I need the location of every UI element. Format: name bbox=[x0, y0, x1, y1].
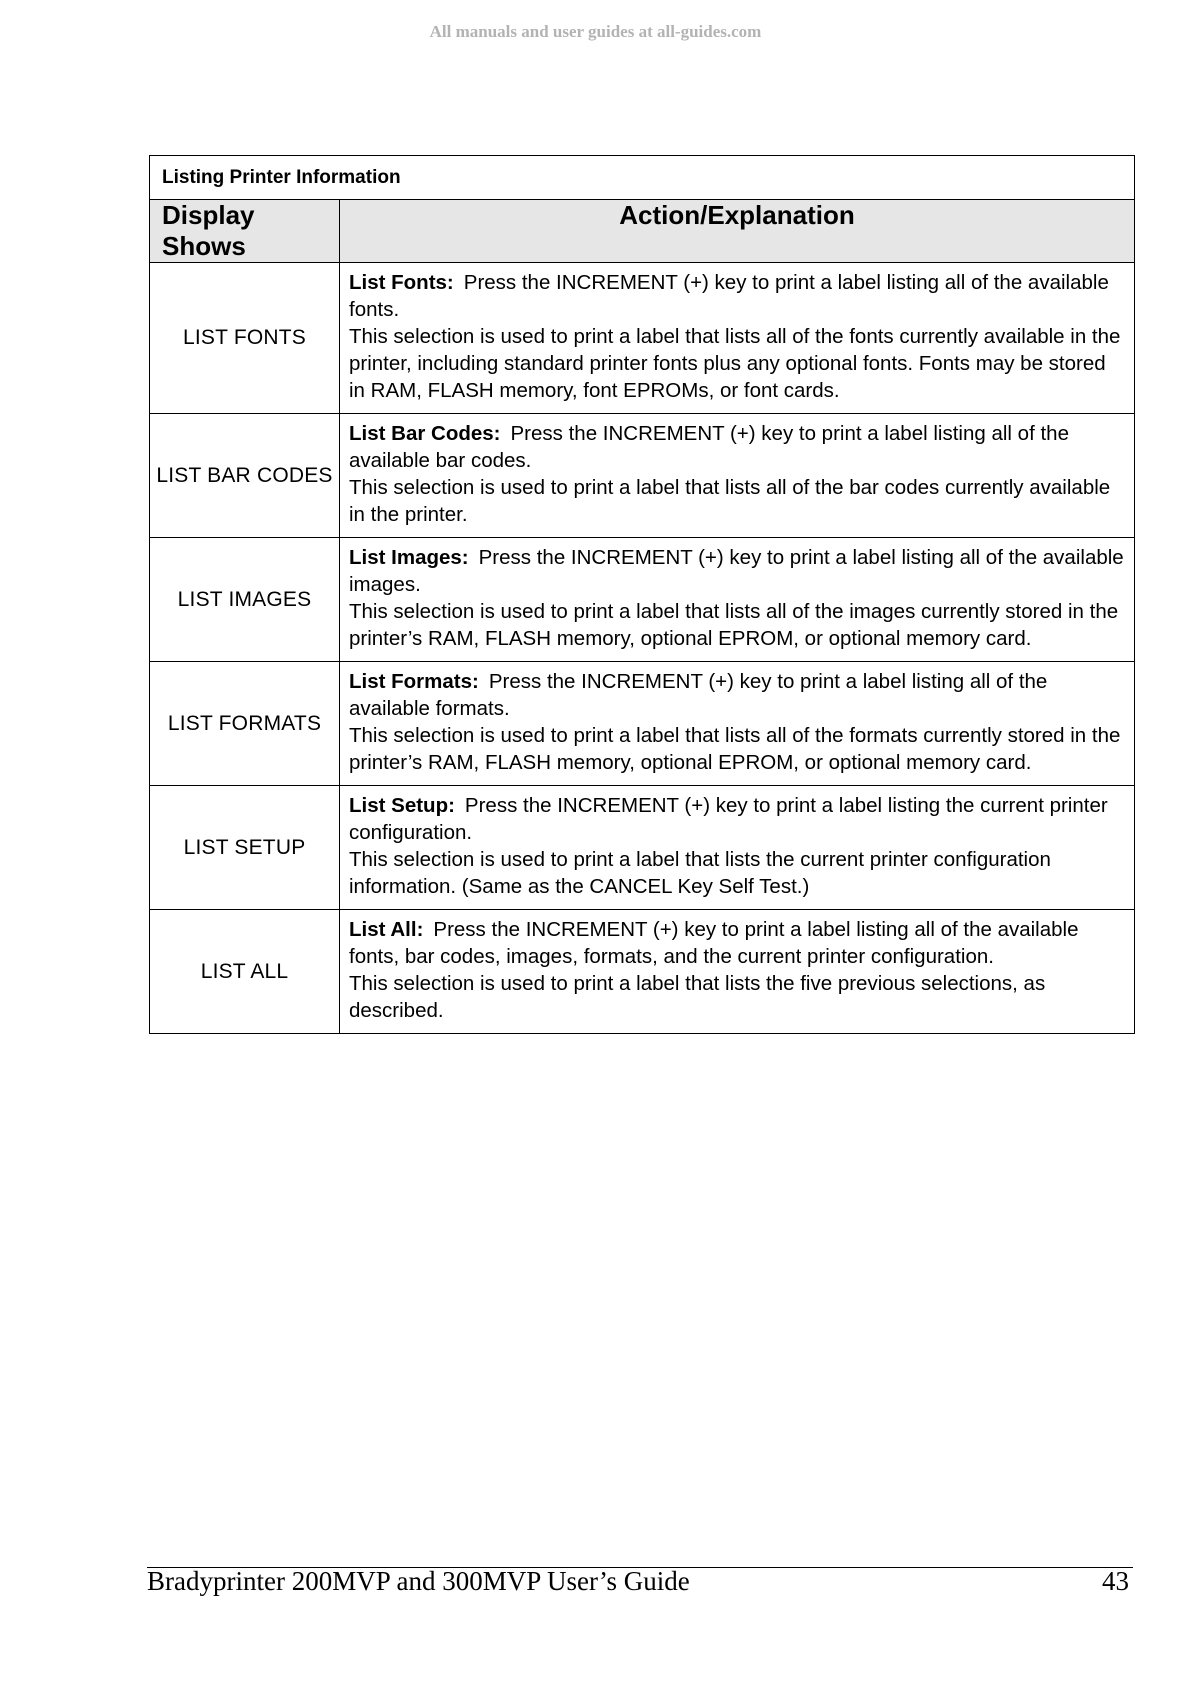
action-text bbox=[349, 420, 1126, 474]
explanation-text: This selection is used to print a label that lists all of the bar codes currently available in the printer. bbox=[349, 476, 1111, 526]
watermark: All manuals and user guides at all-guides.com bbox=[429, 22, 762, 41]
action-cell-list-formats bbox=[340, 662, 1135, 786]
action-text bbox=[349, 544, 1126, 598]
explanation-text: This selection is used to print a label that lists all of the fonts currently available in the printer, including standard printer fonts plus any optional fonts. Fonts may be stored in RAM, FLASH memory, font EPROMs, or font cards. bbox=[349, 325, 1121, 402]
display-cell-list-images: LIST IMAGES bbox=[150, 538, 340, 662]
action-text bbox=[349, 916, 1126, 970]
table-caption-row bbox=[150, 156, 1135, 200]
header-display-shows: Display Shows bbox=[150, 200, 340, 263]
action-description: Press the INCREMENT (+) key to print a label listing the current printer configuration. bbox=[349, 794, 1108, 844]
footer-title: Bradyprinter 200MVP and 300MVP User’s Guide bbox=[147, 1566, 690, 1596]
action-description: Press the INCREMENT (+) key to print a label listing all of the available fonts. bbox=[349, 271, 1109, 321]
table-row bbox=[150, 910, 1135, 1034]
action-term: List Formats: bbox=[349, 670, 479, 693]
action-description: Press the INCREMENT (+) key to print a label listing all of the available bar codes. bbox=[349, 422, 1069, 472]
action-description: Press the INCREMENT (+) key to print a label listing all of the available fonts, bar codes, images, formats, and the current printer configuration. bbox=[349, 918, 1079, 968]
action-term: List Fonts: bbox=[349, 271, 454, 294]
listing-printer-info-table bbox=[149, 155, 1135, 1034]
display-cell-list-bar-codes: LIST BAR CODES bbox=[150, 414, 340, 538]
action-cell-list-all bbox=[340, 910, 1135, 1034]
table-row bbox=[150, 786, 1135, 910]
header-action-explanation: Action/Explanation bbox=[340, 200, 1135, 263]
action-description: Press the INCREMENT (+) key to print a label listing all of the available images. bbox=[349, 546, 1124, 596]
action-description: Press the INCREMENT (+) key to print a label listing all of the available formats. bbox=[349, 670, 1048, 720]
display-cell-list-formats: LIST FORMATS bbox=[150, 662, 340, 786]
action-cell-list-images bbox=[340, 538, 1135, 662]
table-row bbox=[150, 662, 1135, 786]
action-cell-list-bar-codes bbox=[340, 414, 1135, 538]
table-row bbox=[150, 414, 1135, 538]
explanation-text: This selection is used to print a label that lists all of the images currently stored in the printer’s RAM, FLASH memory, optional EPROM, or optional memory card. bbox=[349, 600, 1119, 650]
table-row bbox=[150, 538, 1135, 662]
display-cell-list-fonts: LIST FONTS bbox=[150, 263, 340, 414]
table-row bbox=[150, 263, 1135, 414]
table-header-row bbox=[150, 200, 1135, 263]
action-text bbox=[349, 269, 1126, 323]
action-term: List All: bbox=[349, 918, 424, 941]
explanation-text: This selection is used to print a label that lists all of the formats currently stored in the printer’s RAM, FLASH memory, optional EPROM, or optional memory card. bbox=[349, 724, 1121, 774]
action-text bbox=[349, 792, 1126, 846]
action-text bbox=[349, 668, 1126, 722]
display-cell-list-setup: LIST SETUP bbox=[150, 786, 340, 910]
action-cell-list-fonts bbox=[340, 263, 1135, 414]
table-caption: Listing Printer Information bbox=[150, 156, 1135, 200]
action-term: List Bar Codes: bbox=[349, 422, 501, 445]
action-cell-list-setup bbox=[340, 786, 1135, 910]
explanation-text: This selection is used to print a label that lists the five previous selections, as described. bbox=[349, 972, 1046, 1022]
page-number: 43 bbox=[1102, 1566, 1129, 1596]
action-term: List Setup: bbox=[349, 794, 455, 817]
action-term: List Images: bbox=[349, 546, 469, 569]
display-cell-list-all: LIST ALL bbox=[150, 910, 340, 1034]
explanation-text: This selection is used to print a label that lists the current printer configuration information. (Same as the CANCEL Key Self Test.) bbox=[349, 848, 1051, 898]
